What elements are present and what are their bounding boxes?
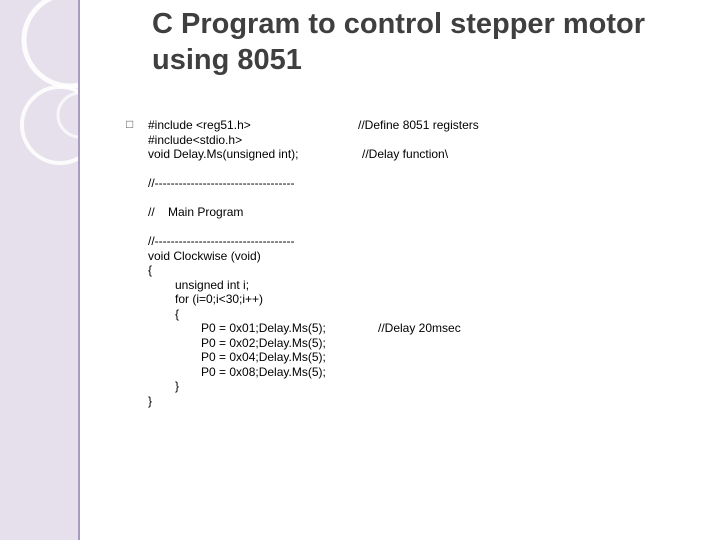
comment-define-registers: //Define 8051 registers bbox=[358, 118, 479, 132]
code-line-step-3: P0 = 0x04;Delay.Ms(5); bbox=[201, 350, 326, 364]
code-line-open-brace: { bbox=[148, 263, 153, 277]
code-line-loop-close-brace: } bbox=[175, 379, 180, 393]
code-line-step-4: P0 = 0x08;Delay.Ms(5); bbox=[201, 364, 326, 379]
code-line-close-brace: } bbox=[148, 393, 153, 408]
decorative-side-band bbox=[0, 0, 80, 540]
code-line-include-reg51: #include <reg51.h> bbox=[148, 118, 251, 132]
comment-delay-function: //Delay function\ bbox=[362, 147, 449, 161]
title-line-1: C Program to control stepper motor bbox=[152, 8, 646, 40]
code-line-step-1: P0 = 0x01;Delay.Ms(5); bbox=[201, 321, 326, 335]
code-line-loop-open-brace: { bbox=[175, 306, 180, 321]
code-line-step-2: P0 = 0x02;Delay.Ms(5); bbox=[201, 335, 326, 350]
code-line-for-loop: for (i=0;i<30;i++) bbox=[175, 292, 264, 306]
slide-title bbox=[152, 6, 712, 78]
code-line-declare-i: unsigned int i; bbox=[175, 277, 250, 292]
code-line-separator-bottom: //----------------------------------- bbox=[148, 234, 295, 248]
code-line-include-stdio: #include<stdio.h> bbox=[148, 132, 243, 147]
code-line-function-header: void Clockwise (void) bbox=[148, 248, 261, 263]
code-line-separator-top: //----------------------------------- bbox=[148, 176, 295, 190]
bullet-marker-icon: □ bbox=[126, 117, 134, 131]
comment-delay-20msec: //Delay 20msec bbox=[378, 321, 461, 335]
decorative-circles bbox=[0, 0, 78, 540]
title-line-2: using 8051 bbox=[152, 44, 302, 76]
code-line-main-program-comment: // Main Program bbox=[148, 205, 244, 219]
code-line-delay-prototype: void Delay.Ms(unsigned int); bbox=[148, 147, 299, 161]
